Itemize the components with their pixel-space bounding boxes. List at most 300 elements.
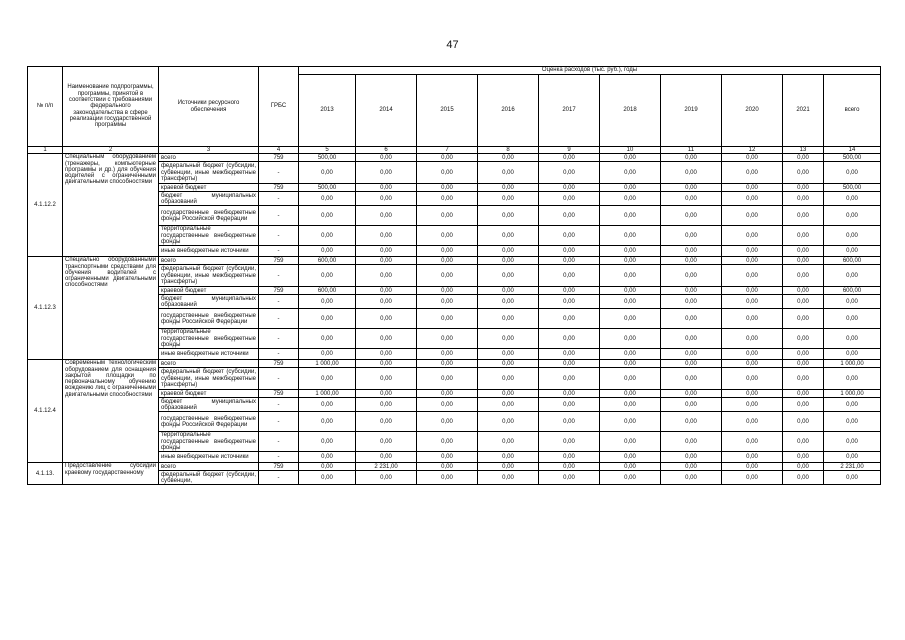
amount-cell: 0,00 [356,265,417,287]
amount-cell: 0,00 [539,246,600,257]
amount-cell: 0,00 [539,368,600,390]
amount-cell: 0,00 [539,412,600,432]
table-row [28,154,881,162]
amount-cell: 0,00 [539,432,600,452]
amount-cell: 500,00 [299,154,356,162]
header-year: 2015 [417,75,478,147]
column-number: 12 [722,147,783,154]
amount-cell: 0,00 [417,412,478,432]
amount-cell: 0,00 [417,398,478,412]
amount-cell: 0,00 [824,226,881,246]
funding-source: всего [159,257,259,265]
amount-cell: 0,00 [478,471,539,485]
amount-cell: 0,00 [722,432,783,452]
amount-cell: 0,00 [478,184,539,192]
amount-cell: 0,00 [600,265,661,287]
amount-cell: 0,00 [356,295,417,309]
amount-cell: 0,00 [661,287,722,295]
grbs-code: - [259,398,299,412]
amount-cell: 0,00 [600,432,661,452]
amount-cell: 600,00 [299,287,356,295]
amount-cell: 0,00 [600,257,661,265]
amount-cell: 0,00 [722,257,783,265]
amount-cell: 0,00 [356,257,417,265]
amount-cell: 0,00 [356,309,417,329]
amount-cell: 0,00 [783,295,824,309]
amount-cell: 0,00 [539,206,600,226]
amount-cell: 0,00 [417,368,478,390]
funding-source: краевой бюджет [159,184,259,192]
amount-cell: 0,00 [661,295,722,309]
amount-cell: 0,00 [661,412,722,432]
amount-cell: 0,00 [783,184,824,192]
column-number: 9 [539,147,600,154]
grbs-code: - [259,432,299,452]
funding-source: территориальные государственные внебюджетные фонды [159,329,259,349]
amount-cell: 0,00 [661,329,722,349]
amount-cell: 0,00 [417,287,478,295]
grbs-code: - [259,309,299,329]
amount-cell: 0,00 [478,246,539,257]
column-number: 10 [600,147,661,154]
amount-cell: 0,00 [417,257,478,265]
amount-cell: 0,00 [600,390,661,398]
grbs-code: 759 [259,257,299,265]
amount-cell: 0,00 [661,192,722,206]
amount-cell: 2 231,00 [824,463,881,471]
amount-cell: 0,00 [539,162,600,184]
amount-cell: 0,00 [722,206,783,226]
amount-cell: 0,00 [299,463,356,471]
grbs-code: - [259,329,299,349]
amount-cell: 0,00 [783,162,824,184]
amount-cell: 0,00 [783,329,824,349]
amount-cell: 0,00 [299,432,356,452]
amount-cell: 0,00 [600,360,661,368]
amount-cell: 0,00 [478,154,539,162]
amount-cell: 0,00 [661,368,722,390]
funding-source: федеральный бюджет (субсидии, субвенции, иные межбюджетные трансферты) [159,162,259,184]
amount-cell: 0,00 [824,265,881,287]
amount-cell: 0,00 [299,206,356,226]
amount-cell: 0,00 [417,192,478,206]
amount-cell: 0,00 [356,390,417,398]
amount-cell: 0,00 [478,368,539,390]
amount-cell: 0,00 [478,295,539,309]
amount-cell: 0,00 [661,471,722,485]
amount-cell: 0,00 [417,390,478,398]
column-number: 5 [299,147,356,154]
amount-cell: 0,00 [299,309,356,329]
amount-cell: 0,00 [722,154,783,162]
amount-cell: 0,00 [417,295,478,309]
amount-cell: 0,00 [722,471,783,485]
amount-cell: 0,00 [661,206,722,226]
amount-cell: 0,00 [299,452,356,463]
amount-cell: 0,00 [824,398,881,412]
amount-cell: 0,00 [824,368,881,390]
column-number: 1 [28,147,63,154]
amount-cell: 0,00 [299,329,356,349]
grbs-code: - [259,265,299,287]
row-code: 4.1.12.3 [28,257,63,360]
amount-cell: 0,00 [600,246,661,257]
amount-cell: 0,00 [661,226,722,246]
grbs-code: - [259,295,299,309]
amount-cell: 0,00 [299,192,356,206]
amount-cell: 0,00 [356,349,417,360]
header-num-col: № п/п [28,67,63,147]
amount-cell: 0,00 [661,257,722,265]
funding-source: территориальные государственные внебюджетные фонды [159,432,259,452]
amount-cell: 1 000,00 [824,360,881,368]
amount-cell: 0,00 [783,309,824,329]
amount-cell: 0,00 [783,349,824,360]
funding-source: всего [159,360,259,368]
amount-cell: 0,00 [417,471,478,485]
grbs-code: - [259,349,299,360]
amount-cell: 600,00 [299,257,356,265]
amount-cell: 0,00 [722,184,783,192]
row-code: 4.1.12.2 [28,154,63,257]
amount-cell: 0,00 [299,349,356,360]
amount-cell: 0,00 [783,398,824,412]
amount-cell: 0,00 [417,309,478,329]
row-description: Специально оборудованными транспортными средствами для обучения водителей с ограниченными двигательными способностями [63,257,159,360]
column-number: 8 [478,147,539,154]
amount-cell: 0,00 [356,368,417,390]
amount-cell: 0,00 [539,463,600,471]
amount-cell: 0,00 [417,184,478,192]
amount-cell: 0,00 [783,432,824,452]
amount-cell: 0,00 [478,206,539,226]
amount-cell: 0,00 [824,295,881,309]
grbs-code: 759 [259,184,299,192]
amount-cell: 0,00 [478,432,539,452]
amount-cell: 0,00 [722,398,783,412]
amount-cell: 0,00 [661,432,722,452]
header-estimate-title: Оценка расходов (тыс. руб.), годы [299,67,881,75]
amount-cell: 0,00 [356,154,417,162]
amount-cell: 0,00 [824,309,881,329]
amount-cell: 0,00 [722,162,783,184]
grbs-code: - [259,246,299,257]
amount-cell: 0,00 [600,309,661,329]
amount-cell: 0,00 [661,184,722,192]
grbs-code: - [259,368,299,390]
funding-source: иные внебюджетные источники [159,349,259,360]
column-number: 13 [783,147,824,154]
amount-cell: 0,00 [299,295,356,309]
amount-cell: 0,00 [356,360,417,368]
amount-cell: 0,00 [478,390,539,398]
amount-cell: 0,00 [722,295,783,309]
amount-cell: 0,00 [539,265,600,287]
funding-source: бюджет муниципальных образований [159,398,259,412]
funding-source: федеральный бюджет (субсидии, субвенции, иные межбюджетные трансферты) [159,265,259,287]
amount-cell: 0,00 [783,360,824,368]
grbs-code: 759 [259,360,299,368]
amount-cell: 0,00 [478,360,539,368]
amount-cell: 0,00 [722,246,783,257]
amount-cell: 0,00 [478,265,539,287]
amount-cell: 0,00 [824,412,881,432]
amount-cell: 0,00 [783,368,824,390]
amount-cell: 0,00 [783,257,824,265]
header-year: 2018 [600,75,661,147]
row-code: 4.1.12.4 [28,360,63,463]
amount-cell: 0,00 [539,329,600,349]
amount-cell: 0,00 [417,349,478,360]
amount-cell: 0,00 [417,463,478,471]
amount-cell: 0,00 [539,154,600,162]
funding-source: краевой бюджет [159,390,259,398]
amount-cell: 0,00 [824,432,881,452]
amount-cell: 0,00 [722,360,783,368]
amount-cell: 0,00 [783,154,824,162]
amount-cell: 0,00 [356,206,417,226]
amount-cell: 2 231,00 [356,463,417,471]
amount-cell: 0,00 [539,309,600,329]
grbs-code: 759 [259,463,299,471]
amount-cell: 0,00 [661,246,722,257]
amount-cell: 0,00 [600,471,661,485]
amount-cell: 0,00 [722,329,783,349]
amount-cell: 0,00 [299,246,356,257]
amount-cell: 0,00 [478,226,539,246]
amount-cell: 0,00 [299,398,356,412]
amount-cell: 0,00 [478,257,539,265]
amount-cell: 0,00 [356,329,417,349]
amount-cell: 0,00 [661,154,722,162]
funding-source: иные внебюджетные источники [159,246,259,257]
amount-cell: 0,00 [356,452,417,463]
amount-cell: 0,00 [722,309,783,329]
funding-source: государственные внебюджетные фонды Российской Федерации [159,309,259,329]
column-number: 14 [824,147,881,154]
column-number: 7 [417,147,478,154]
amount-cell: 0,00 [722,287,783,295]
amount-cell: 500,00 [824,154,881,162]
grbs-code: - [259,471,299,485]
column-number: 4 [259,147,299,154]
amount-cell: 0,00 [661,360,722,368]
amount-cell: 0,00 [356,412,417,432]
amount-cell: 1 000,00 [299,360,356,368]
grbs-code: - [259,192,299,206]
amount-cell: 1 000,00 [824,390,881,398]
amount-cell: 0,00 [600,398,661,412]
table-row [28,360,881,368]
amount-cell: 0,00 [824,471,881,485]
amount-cell: 0,00 [722,226,783,246]
grbs-code: - [259,162,299,184]
amount-cell: 0,00 [661,398,722,412]
header-year: 2019 [661,75,722,147]
page-number: 47 [446,39,459,51]
grbs-code: - [259,226,299,246]
amount-cell: 0,00 [478,162,539,184]
row-description: Современным технологическим оборудованием для оснащения закрытой площадки по первоначальному обучению вождению лиц с ограниченными двигательными способностями [63,360,159,463]
amount-cell: 0,00 [783,390,824,398]
amount-cell: 0,00 [539,398,600,412]
amount-cell: 0,00 [417,329,478,349]
amount-cell: 0,00 [661,452,722,463]
amount-cell: 0,00 [783,452,824,463]
amount-cell: 0,00 [356,432,417,452]
amount-cell: 0,00 [783,246,824,257]
amount-cell: 0,00 [417,226,478,246]
amount-cell: 0,00 [299,162,356,184]
column-number: 3 [159,147,259,154]
amount-cell: 0,00 [299,412,356,432]
amount-cell: 0,00 [478,349,539,360]
amount-cell: 0,00 [417,154,478,162]
amount-cell: 0,00 [722,463,783,471]
amount-cell: 0,00 [600,192,661,206]
column-number: 11 [661,147,722,154]
amount-cell: 0,00 [722,390,783,398]
amount-cell: 0,00 [600,184,661,192]
amount-cell: 0,00 [661,349,722,360]
amount-cell: 0,00 [824,246,881,257]
amount-cell: 0,00 [539,360,600,368]
header-year: 2014 [356,75,417,147]
amount-cell: 0,00 [824,452,881,463]
amount-cell: 0,00 [722,349,783,360]
amount-cell: 0,00 [478,412,539,432]
amount-cell: 0,00 [661,390,722,398]
budget-table [27,66,881,485]
header-year: 2016 [478,75,539,147]
amount-cell: 0,00 [356,287,417,295]
amount-cell: 0,00 [417,452,478,463]
amount-cell: 0,00 [661,265,722,287]
amount-cell: 0,00 [539,471,600,485]
amount-cell: 0,00 [722,368,783,390]
amount-cell: 0,00 [600,162,661,184]
funding-source: всего [159,463,259,471]
amount-cell: 0,00 [722,452,783,463]
header-year: 2017 [539,75,600,147]
amount-cell: 0,00 [783,226,824,246]
amount-cell: 0,00 [478,398,539,412]
amount-cell: 0,00 [783,265,824,287]
amount-cell: 0,00 [722,192,783,206]
amount-cell: 0,00 [539,349,600,360]
amount-cell: 0,00 [539,257,600,265]
table-row [28,463,881,471]
funding-source: государственные внебюджетные фонды Российской Федерации [159,206,259,226]
amount-cell: 0,00 [478,463,539,471]
amount-cell: 0,00 [661,162,722,184]
amount-cell: 0,00 [417,265,478,287]
amount-cell: 0,00 [478,192,539,206]
amount-cell: 0,00 [824,349,881,360]
amount-cell: 0,00 [417,162,478,184]
amount-cell: 0,00 [661,463,722,471]
table-row [28,257,881,265]
funding-source: иные внебюджетные источники [159,452,259,463]
amount-cell: 0,00 [783,287,824,295]
amount-cell: 1 000,00 [299,390,356,398]
column-number: 2 [63,147,159,154]
amount-cell: 0,00 [783,412,824,432]
funding-source: краевой бюджет [159,287,259,295]
amount-cell: 0,00 [600,154,661,162]
amount-cell: 0,00 [539,226,600,246]
header-name-col: Наименование подпрограммы, программы, принятой в соответствии с требованиями федерального законодательства в сфере реализации государственной программы [63,67,159,147]
funding-source: федеральный бюджет (субсидии, субвенции, [159,471,259,485]
header-year: 2020 [722,75,783,147]
grbs-code: - [259,412,299,432]
amount-cell: 0,00 [539,184,600,192]
grbs-code: - [259,452,299,463]
amount-cell: 0,00 [417,360,478,368]
amount-cell: 0,00 [299,226,356,246]
funding-source: федеральный бюджет (субсидии, субвенции, иные межбюджетные трансферты) [159,368,259,390]
row-code: 4.1.13. [28,463,63,485]
amount-cell: 0,00 [356,192,417,206]
amount-cell: 0,00 [478,452,539,463]
amount-cell: 0,00 [539,452,600,463]
amount-cell: 0,00 [417,432,478,452]
amount-cell: 0,00 [299,471,356,485]
amount-cell: 0,00 [539,390,600,398]
funding-source: территориальные государственные внебюджетные фонды [159,226,259,246]
amount-cell: 0,00 [600,295,661,309]
amount-cell: 0,00 [600,329,661,349]
amount-cell: 0,00 [356,398,417,412]
amount-cell: 0,00 [356,246,417,257]
amount-cell: 0,00 [478,287,539,295]
amount-cell: 0,00 [783,471,824,485]
amount-cell: 0,00 [661,309,722,329]
row-description: Предоставление субсидий краевому государственному [63,463,159,485]
amount-cell: 0,00 [356,162,417,184]
column-number: 6 [356,147,417,154]
grbs-code: - [259,206,299,226]
amount-cell: 0,00 [539,287,600,295]
amount-cell: 0,00 [356,184,417,192]
amount-cell: 0,00 [600,463,661,471]
row-description: Специальным оборудованием (тренажеры, компьютерные программы и др.) для обучения водителей с ограниченными двигательными способностями [63,154,159,257]
amount-cell: 0,00 [539,295,600,309]
funding-source: всего [159,154,259,162]
amount-cell: 0,00 [600,287,661,295]
amount-cell: 0,00 [722,265,783,287]
amount-cell: 0,00 [356,471,417,485]
amount-cell: 0,00 [417,206,478,226]
amount-cell: 0,00 [600,349,661,360]
amount-cell: 0,00 [600,226,661,246]
amount-cell: 500,00 [299,184,356,192]
amount-cell: 0,00 [600,452,661,463]
header-grbs-col: ГРБС [259,67,299,147]
funding-source: бюджет муниципальных образований [159,295,259,309]
amount-cell: 0,00 [824,206,881,226]
amount-cell: 0,00 [824,192,881,206]
amount-cell: 0,00 [824,162,881,184]
amount-cell: 0,00 [356,226,417,246]
amount-cell: 0,00 [417,246,478,257]
header-source-col: Источники ресурсного обеспечения [159,67,259,147]
header-year: 2013 [299,75,356,147]
amount-cell: 0,00 [600,368,661,390]
amount-cell: 0,00 [478,329,539,349]
grbs-code: 759 [259,154,299,162]
amount-cell: 0,00 [600,206,661,226]
